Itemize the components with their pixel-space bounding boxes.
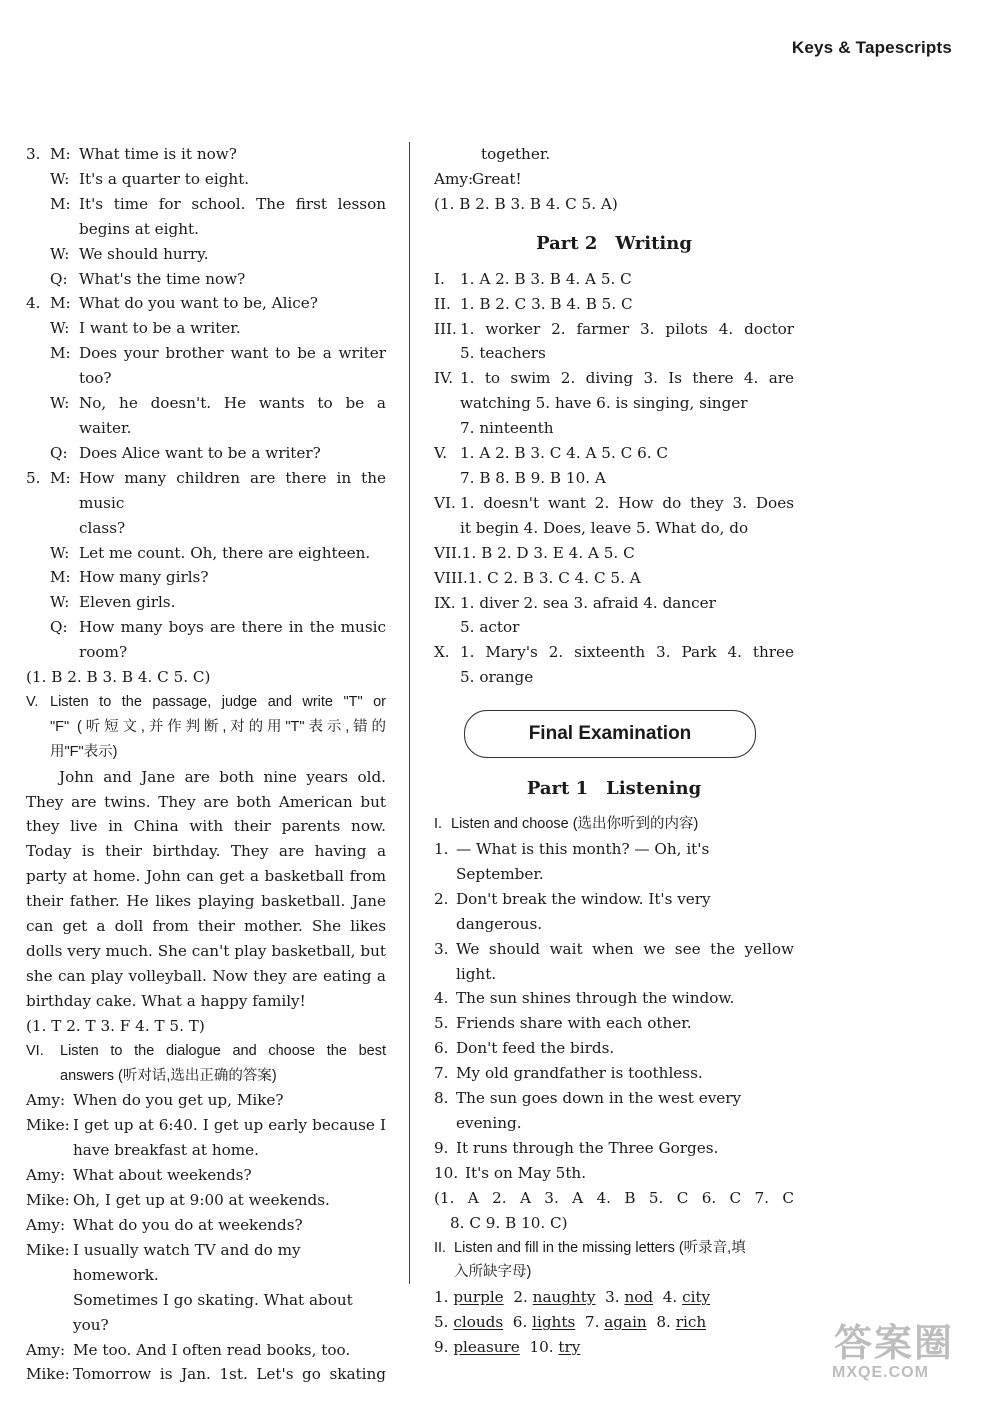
running-header: Keys & Tapescripts bbox=[791, 38, 952, 57]
part-2-title bbox=[434, 231, 794, 257]
section-heading bbox=[434, 1236, 794, 1261]
item-number: 9. bbox=[434, 1138, 449, 1157]
dialogue-line bbox=[26, 1088, 386, 1113]
dialogue-line bbox=[26, 366, 386, 391]
answer-text: 1. worker 2. farmer 3. pilots 4. doctor bbox=[460, 319, 794, 338]
line-text: Eleven girls. bbox=[79, 593, 176, 612]
dialogue-line bbox=[26, 192, 386, 217]
dialogue-line bbox=[26, 1338, 386, 1363]
answer-text: 5. teachers bbox=[460, 344, 546, 363]
dialogue-line bbox=[26, 242, 386, 267]
item-number: 4. bbox=[26, 294, 41, 313]
line-text: What about weekends? bbox=[73, 1166, 252, 1185]
line-text: We should wait when we see the yellow bbox=[456, 939, 794, 958]
dialogue-line bbox=[26, 1113, 386, 1138]
answer-row bbox=[434, 267, 794, 292]
section-heading bbox=[26, 690, 386, 715]
section-heading bbox=[434, 812, 794, 837]
speaker: Amy: bbox=[26, 1340, 66, 1359]
line-text: What's the time now? bbox=[79, 269, 246, 288]
speaker: W: bbox=[50, 394, 70, 413]
answer-text: 1. doesn't want 2. How do they 3. Does bbox=[460, 493, 794, 512]
section-roman: VI. bbox=[434, 493, 456, 512]
answer-text: 1. Mary's 2. sixteenth 3. Park 4. three bbox=[460, 643, 794, 662]
answer-text: 8. C 9. B 10. C) bbox=[450, 1213, 568, 1232]
dialogue-line bbox=[26, 267, 386, 292]
list-item bbox=[434, 962, 794, 987]
answer-key bbox=[434, 1186, 794, 1211]
line-text: begins at eight. bbox=[79, 219, 199, 238]
section-instruction: Listen and fill in the missing letters (听录音,填 bbox=[454, 1239, 746, 1256]
answer-row bbox=[434, 665, 794, 690]
filled-word: clouds bbox=[453, 1313, 504, 1332]
item-number: 8. bbox=[656, 1313, 671, 1332]
section-roman: II. bbox=[434, 1239, 447, 1256]
dialogue-line bbox=[26, 441, 386, 466]
line-text: Me too. And I often read books, too. bbox=[73, 1340, 351, 1359]
answer-row bbox=[434, 615, 794, 640]
dialogue-line bbox=[26, 590, 386, 615]
item-number: 5. bbox=[434, 1014, 449, 1033]
line-text: We should hurry. bbox=[79, 244, 209, 263]
final-examination-banner: Final Examination bbox=[464, 710, 756, 758]
dialogue-line bbox=[26, 615, 386, 640]
filled-word: pleasure bbox=[453, 1338, 520, 1357]
speaker: M: bbox=[50, 294, 71, 313]
line-text: The sun goes down in the west every evening. bbox=[456, 1089, 742, 1132]
speaker: Amy: bbox=[26, 1166, 66, 1185]
line-text: What do you do at weekends? bbox=[73, 1215, 303, 1234]
speaker: W: bbox=[50, 319, 70, 338]
answer-text: it begin 4. Does, leave 5. What do, do bbox=[460, 518, 749, 537]
item-number: 5. bbox=[26, 468, 41, 487]
dialogue-line bbox=[26, 1362, 386, 1387]
line-text: What time is it now? bbox=[79, 145, 237, 163]
item-number: 1. bbox=[434, 840, 449, 859]
section-roman: VI. bbox=[26, 1042, 44, 1059]
answer-key bbox=[434, 1211, 794, 1236]
answer-row bbox=[434, 292, 794, 317]
answer-key bbox=[26, 665, 386, 690]
speaker: Mike: bbox=[26, 1191, 70, 1210]
answer-row bbox=[434, 466, 794, 491]
item-number: 4. bbox=[434, 989, 449, 1008]
answer-text: (1. T 2. T 3. F 4. T 5. T) bbox=[26, 1016, 205, 1035]
line-text: Sometimes I go skating. What about you? bbox=[73, 1290, 353, 1334]
speaker: Mike: bbox=[26, 1365, 70, 1384]
speaker: M: bbox=[50, 568, 71, 587]
answer-row bbox=[434, 317, 794, 342]
listening-passage: John and Jane are both nine years old. They are twins. They are both American but they live in China with their parents now. Today is their birthday. They are having a party at home. John can get a basketball from their father. He likes playing basketball. Jane can get a doll from their mother. She likes dolls very much. She can't play basketball, but she can play volleyball. Now they are eating a birthday cake. What a happy family! bbox=[26, 767, 386, 1010]
speaker: W: bbox=[50, 593, 70, 612]
speaker: M: bbox=[50, 468, 71, 487]
column-divider bbox=[409, 142, 410, 1284]
answer-row bbox=[434, 640, 794, 665]
list-item bbox=[434, 1086, 794, 1136]
line-text: Great! bbox=[472, 169, 522, 188]
answer-text: 1. to swim 2. diving 3. Is there 4. are bbox=[460, 369, 794, 388]
item-number: 10. bbox=[434, 1163, 459, 1182]
list-item bbox=[434, 837, 794, 887]
dialogue-line bbox=[26, 142, 386, 167]
answer-text: (1. B 2. B 3. B 4. C 5. A) bbox=[434, 194, 618, 213]
filled-word: rich bbox=[675, 1313, 707, 1332]
line-text: It runs through the Three Gorges. bbox=[456, 1138, 719, 1157]
section-roman: IX. bbox=[434, 593, 456, 612]
fill-row bbox=[434, 1335, 794, 1360]
dialogue-line bbox=[26, 565, 386, 590]
filled-word: city bbox=[682, 1288, 711, 1307]
filled-word: nod bbox=[624, 1288, 654, 1307]
list-item bbox=[434, 1136, 794, 1161]
answer-text: 1. A 2. B 3. B 4. A 5. C bbox=[460, 269, 632, 288]
line-text: Tomorrow is Jan. 1st. Let's go skating bbox=[73, 1365, 386, 1384]
section-instruction: 入所缺字母) bbox=[454, 1264, 532, 1281]
line-text: class? bbox=[79, 518, 126, 537]
line-text: Friends share with each other. bbox=[456, 1014, 692, 1033]
dialogue-line bbox=[26, 391, 386, 441]
answer-text: 1. B 2. D 3. E 4. A 5. C bbox=[461, 543, 635, 562]
filled-word: try bbox=[558, 1338, 581, 1357]
left-column bbox=[26, 142, 386, 1387]
watermark-url: MXQE.COM bbox=[832, 1364, 929, 1381]
speaker: Mike: bbox=[26, 1240, 70, 1259]
part-label: Part 1 bbox=[526, 778, 589, 800]
line-text: When do you get up, Mike? bbox=[73, 1091, 284, 1110]
item-number: 3. bbox=[605, 1288, 620, 1307]
item-number: 9. bbox=[434, 1338, 449, 1357]
section-instruction: "F" (听短文,并作判断,对的用"T"表示,错的 bbox=[50, 718, 386, 735]
answer-text: 1. B 2. C 3. B 4. B 5. C bbox=[460, 294, 633, 313]
dialogue-line bbox=[26, 466, 386, 516]
answer-text: (1. A 2. A 3. A 4. B 5. C 6. C 7. C bbox=[434, 1188, 794, 1207]
dialogue-line bbox=[26, 291, 386, 316]
answer-text: 7. ninteenth bbox=[460, 419, 554, 438]
answer-text: (1. B 2. B 3. B 4. C 5. C) bbox=[26, 668, 211, 687]
section-roman: V. bbox=[26, 693, 39, 710]
line-text: — What is this month? — Oh, it's September. bbox=[456, 840, 710, 883]
line-text: No, he doesn't. He wants to be a waiter. bbox=[79, 394, 386, 437]
dialogue-line bbox=[26, 341, 386, 366]
item-number: 3. bbox=[26, 145, 41, 163]
answer-text: 5. actor bbox=[460, 618, 520, 637]
section-heading bbox=[26, 1064, 386, 1089]
right-column bbox=[434, 142, 794, 1360]
line-text: I want to be a writer. bbox=[79, 319, 241, 338]
section-roman: IV. bbox=[434, 369, 454, 388]
section-heading bbox=[26, 740, 386, 765]
list-item bbox=[434, 1061, 794, 1086]
line-text: I usually watch TV and do my homework. bbox=[73, 1240, 301, 1284]
part-name: Listening bbox=[606, 778, 702, 800]
section-roman: VII. bbox=[434, 543, 462, 562]
section-instruction: answers (听对话,选出正确的答案) bbox=[60, 1067, 277, 1084]
watermark-text: 答案圈 bbox=[834, 1323, 955, 1365]
answer-text: 7. B 8. B 9. B 10. A bbox=[460, 468, 606, 487]
section-roman: I. bbox=[434, 816, 443, 833]
answer-text: 1. diver 2. sea 3. afraid 4. dancer bbox=[460, 593, 716, 612]
dialogue-line bbox=[434, 167, 794, 192]
item-number: 1. bbox=[434, 1288, 449, 1307]
part-name: Writing bbox=[615, 232, 692, 254]
fill-row bbox=[434, 1310, 794, 1335]
answer-row bbox=[434, 441, 794, 466]
dialogue-line bbox=[26, 1288, 386, 1338]
part-label: Part 2 bbox=[536, 232, 598, 254]
dialogue-line bbox=[26, 640, 386, 665]
item-number: 6. bbox=[434, 1039, 449, 1058]
section-roman: VIII. bbox=[434, 568, 468, 587]
section-instruction: Listen to the dialogue and choose the best bbox=[60, 1042, 386, 1059]
dialogue-line bbox=[26, 1238, 386, 1288]
section-roman: X. bbox=[434, 643, 450, 662]
speaker: W: bbox=[50, 543, 70, 562]
line-text: My old grandfather is toothless. bbox=[456, 1064, 703, 1083]
line-text: Does your brother want to be a writer bbox=[79, 344, 386, 363]
list-item bbox=[434, 986, 794, 1011]
item-number: 7. bbox=[584, 1313, 600, 1332]
line-text: How many boys are there in the music bbox=[79, 618, 386, 637]
answer-key bbox=[434, 192, 794, 217]
speaker: M: bbox=[50, 344, 71, 363]
fill-row bbox=[434, 1285, 794, 1310]
line-text: It's a quarter to eight. bbox=[79, 169, 250, 188]
speaker: Mike: bbox=[26, 1116, 70, 1135]
item-number: 7. bbox=[434, 1064, 449, 1083]
answer-row bbox=[434, 391, 794, 416]
dialogue-line bbox=[26, 1213, 386, 1238]
answer-text: 1. A 2. B 3. C 4. A 5. C 6. C bbox=[460, 444, 669, 463]
answer-text: watching 5. have 6. is singing, singer bbox=[460, 394, 748, 413]
line-text: It's on May 5th. bbox=[465, 1163, 587, 1182]
line-text: How many girls? bbox=[79, 568, 209, 587]
speaker: Amy: bbox=[26, 1215, 66, 1234]
list-item bbox=[434, 1011, 794, 1036]
answer-text: 1. C 2. B 3. C 4. C 5. A bbox=[467, 568, 641, 587]
line-text: have breakfast at home. bbox=[73, 1141, 259, 1160]
line-text: It's time for school. The first lesson bbox=[79, 194, 386, 213]
answer-row bbox=[434, 566, 794, 591]
speaker: Amy: bbox=[26, 1091, 66, 1110]
speaker: Q: bbox=[50, 618, 68, 637]
answer-key bbox=[26, 1014, 386, 1039]
dialogue-line bbox=[434, 142, 794, 167]
line-text: Don't feed the birds. bbox=[456, 1039, 615, 1058]
part-1-title bbox=[434, 776, 794, 802]
item-number: 4. bbox=[662, 1288, 678, 1307]
list-item bbox=[434, 937, 794, 962]
line-text: Don't break the window. It's very dangerous. bbox=[456, 889, 711, 933]
item-number: 3. bbox=[434, 939, 449, 958]
item-number: 10. bbox=[529, 1338, 554, 1357]
line-text: together. bbox=[481, 145, 551, 163]
speaker: Q: bbox=[50, 443, 68, 462]
answer-row bbox=[434, 516, 794, 541]
list-item bbox=[434, 1036, 794, 1061]
answer-row bbox=[434, 541, 794, 566]
filled-word: again bbox=[604, 1313, 647, 1332]
dialogue-line bbox=[26, 167, 386, 192]
speaker: W: bbox=[50, 169, 70, 188]
list-item bbox=[434, 1161, 794, 1186]
answer-row bbox=[434, 341, 794, 366]
line-text: Oh, I get up at 9:00 at weekends. bbox=[73, 1191, 330, 1210]
section-instruction: 用"F"表示) bbox=[50, 743, 118, 760]
line-text: How many children are there in the music bbox=[79, 468, 386, 512]
dialogue-line bbox=[26, 1163, 386, 1188]
item-number: 2. bbox=[513, 1288, 528, 1307]
section-roman: I. bbox=[434, 269, 445, 288]
line-text: The sun shines through the window. bbox=[456, 989, 735, 1008]
dialogue-line bbox=[26, 217, 386, 242]
section-instruction: Listen to the passage, judge and write "T" or bbox=[50, 693, 386, 710]
dialogue-line bbox=[26, 541, 386, 566]
line-text: I get up at 6:40. I get up early because I bbox=[73, 1116, 386, 1135]
section-roman: III. bbox=[434, 319, 457, 338]
filled-word: purple bbox=[453, 1288, 504, 1307]
section-roman: II. bbox=[434, 294, 451, 313]
line-text: room? bbox=[79, 643, 128, 662]
dialogue-line bbox=[26, 1188, 386, 1213]
answer-text: 5. orange bbox=[460, 668, 534, 687]
dialogue-line bbox=[26, 316, 386, 341]
speaker: M: bbox=[50, 194, 71, 213]
section-heading bbox=[26, 1039, 386, 1064]
speaker: Amy: bbox=[434, 169, 474, 188]
dialogue-line bbox=[26, 1138, 386, 1163]
filled-word: naughty bbox=[532, 1288, 596, 1307]
dialogue-line bbox=[26, 516, 386, 541]
section-roman: V. bbox=[434, 444, 448, 463]
item-number: 2. bbox=[434, 889, 449, 908]
list-item bbox=[434, 887, 794, 937]
item-number: 6. bbox=[512, 1313, 528, 1332]
speaker: Q: bbox=[50, 269, 68, 288]
answer-row bbox=[434, 416, 794, 441]
filled-word: lights bbox=[532, 1313, 576, 1332]
section-instruction: Listen and choose (选出你听到的内容) bbox=[451, 816, 699, 833]
section-heading bbox=[26, 715, 386, 740]
line-text: light. bbox=[456, 964, 497, 983]
item-number: 8. bbox=[434, 1089, 449, 1108]
speaker: W: bbox=[50, 244, 70, 263]
answer-row bbox=[434, 366, 794, 391]
section-heading bbox=[434, 1260, 794, 1285]
answer-row bbox=[434, 591, 794, 616]
watermark-logo bbox=[824, 1310, 974, 1390]
line-text: too? bbox=[79, 369, 112, 388]
line-text: Does Alice want to be a writer? bbox=[79, 443, 321, 462]
line-text: What do you want to be, Alice? bbox=[79, 294, 318, 313]
line-text: Let me count. Oh, there are eighteen. bbox=[79, 543, 371, 562]
item-number: 5. bbox=[434, 1313, 449, 1332]
answer-row bbox=[434, 491, 794, 516]
speaker: M: bbox=[50, 145, 71, 163]
